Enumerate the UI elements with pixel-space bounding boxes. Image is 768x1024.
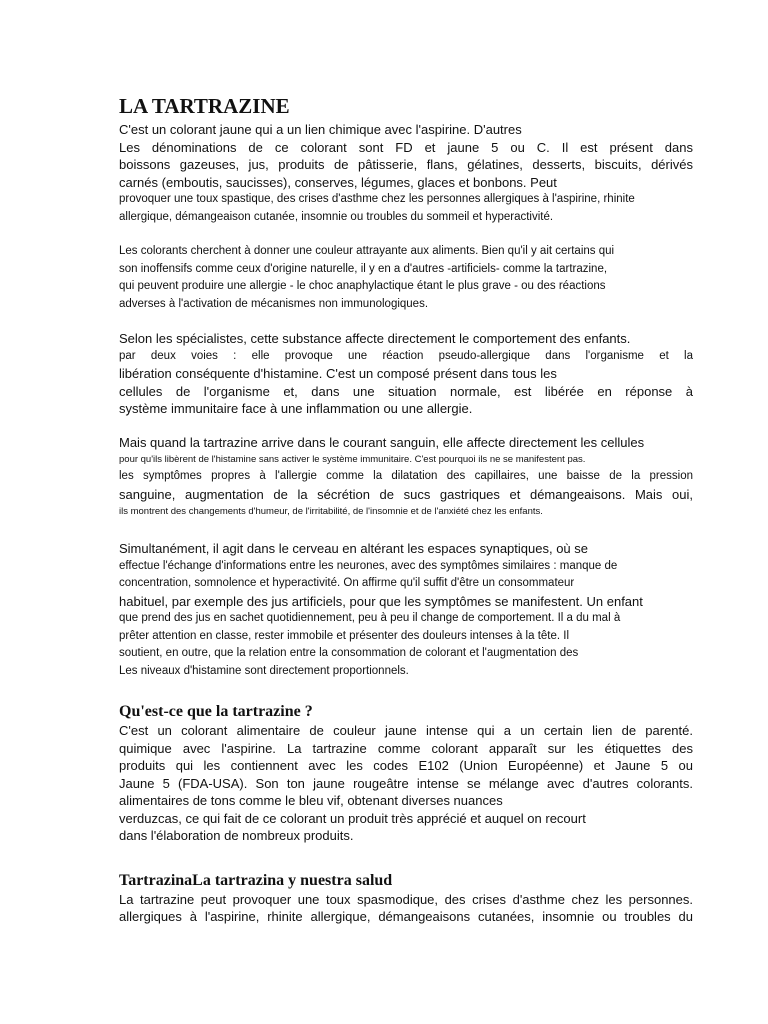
text-line: C'est un colorant alimentaire de couleur jaune intense qui a un certain lien de parenté.	[119, 723, 693, 738]
text-line: boissons gazeuses, jus, produits de pâtisserie, flans, gélatines, desserts, biscuits, dérivés	[119, 157, 693, 172]
text-line: cellules de l'organisme et, dans une situation normale, est libérée en réponse à	[119, 383, 693, 399]
text-line: Les niveaux d'histamine sont directement proportionnels.	[119, 664, 409, 677]
text-line: qui peuvent produire une allergie - le choc anaphylactique étant le plus grave - ou des réactions	[119, 280, 606, 292]
text-line: soutient, en outre, que la relation entre la consommation de colorant et l'augmentation des	[119, 647, 579, 659]
text-line: alimentaires de tons comme le bleu vif, obtenant diverses nuances	[119, 793, 503, 808]
heading-quest-ce: Qu'est-ce que la tartrazine ?	[119, 703, 313, 720]
text-line: Jaune 5 (FDA-USA). Son ton jaune rougeâtre intense se mélange avec d'autres colorants.	[119, 775, 693, 791]
paragraph-specialistes	[119, 330, 693, 418]
text-line: adverses à l'activation de mécanismes non immunologiques.	[119, 297, 429, 310]
text-line: les symptômes propres à l'allergie comme la dilatation des capillaires, une baisse de la pression	[119, 470, 693, 482]
paragraph-courant-sanguin	[119, 434, 693, 521]
text-line: Mais quand la tartrazine arrive dans le courant sanguin, elle affecte directement les cellules	[119, 434, 645, 450]
text-line: quimique avec l'aspirine. La tartrazine comme colorant apparaît sur les étiquettes des	[119, 740, 693, 756]
paragraph-cerveau	[119, 540, 693, 680]
text-line: provoquer une toux spastique, des crises d'asthme chez les personnes allergiques à l'aspirine, rhinite	[119, 193, 635, 205]
text-line: que prend des jus en sachet quotidiennement, peu à peu il change de comportement. Il a du mal à	[119, 612, 621, 624]
text-line: Les dénominations de ce colorant sont FD et jaune 5 ou C. Il est présent dans	[119, 139, 693, 155]
paragraph-colorants	[119, 243, 693, 313]
text-line: allergique, démangeaison cutanée, insomnie ou troubles du sommeil et hyperactivité.	[119, 210, 554, 223]
paragraph-intro	[119, 121, 693, 226]
text-line: Selon les spécialistes, cette substance affecte directement le comportement des enfants.	[119, 331, 631, 346]
text-line: concentration, somnolence et hyperactivité. On affirme qu'il suffit d'être un consommateur	[119, 577, 575, 589]
text-line: La tartrazine peut provoquer une toux spasmodique, des crises d'asthme chez les personnes.	[119, 891, 693, 907]
document-page	[119, 94, 693, 926]
text-line: pour qu'ils libèrent de l'histamine sans activer le système immunitaire. C'est pourquoi ils ne se manifestent pas.	[119, 454, 586, 465]
text-line: système immunitaire face à une inflammation ou une allergie.	[119, 401, 473, 416]
text-line: allergiques à l'aspirine, rhinite allergique, démangeaisons cutanées, insomnie ou troubles du	[119, 909, 693, 924]
text-line: verduzcas, ce qui fait de ce colorant un produit très apprécié et auquel on recourt	[119, 810, 586, 826]
text-line: ils montrent des changements d'humeur, de l'irritabilité, de l'insomnie et de l'anxiété chez les enfants.	[119, 506, 543, 517]
text-line: produits qui les contiennent avec les codes E102 (Union Européenne) et Jaune 5 ou	[119, 758, 693, 773]
text-line: son inoffensifs comme ceux d'origine naturelle, il y en a d'autres -artificiels- comme la tartrazine,	[119, 262, 608, 275]
text-line: Les colorants cherchent à donner une couleur attrayante aux aliments. Bien qu'il y ait certains qui	[119, 245, 615, 257]
text-line: Simultanément, il agit dans le cerveau en altérant les espaces synaptiques, où se	[119, 541, 588, 556]
text-line: par deux voies : elle provoque une réaction pseudo-allergique dans l'organisme et la	[119, 349, 693, 362]
paragraph-definition	[119, 722, 693, 845]
text-line: sanguine, augmentation de la sécrétion de sucs gastriques et démangeaisons. Mais oui,	[119, 486, 693, 502]
heading-salud: TartrazinaLa tartrazina y nuestra salud	[119, 871, 393, 889]
text-line: dans l'élaboration de nombreux produits.	[119, 828, 354, 843]
text-line: effectue l'échange d'informations entre les neurones, avec des symptômes similaires : manque de	[119, 559, 618, 572]
text-line: carnés (emboutis, saucisses), conserves, légumes, glaces et bonbons. Peut	[119, 174, 557, 190]
text-line: C'est un colorant jaune qui a un lien chimique avec l'aspirine. D'autres	[119, 122, 522, 137]
document-title: LA TARTRAZINE	[119, 94, 290, 118]
text-line: habituel, par exemple des jus artificiels, pour que les symptômes se manifestent. Un enfant	[119, 593, 643, 609]
text-line: prêter attention en classe, rester immobile et présenter des douleurs intenses à la tête. Il	[119, 629, 570, 642]
text-line: libération conséquente d'histamine. C'est un composé présent dans tous les	[119, 366, 557, 381]
paragraph-sante	[119, 891, 693, 926]
